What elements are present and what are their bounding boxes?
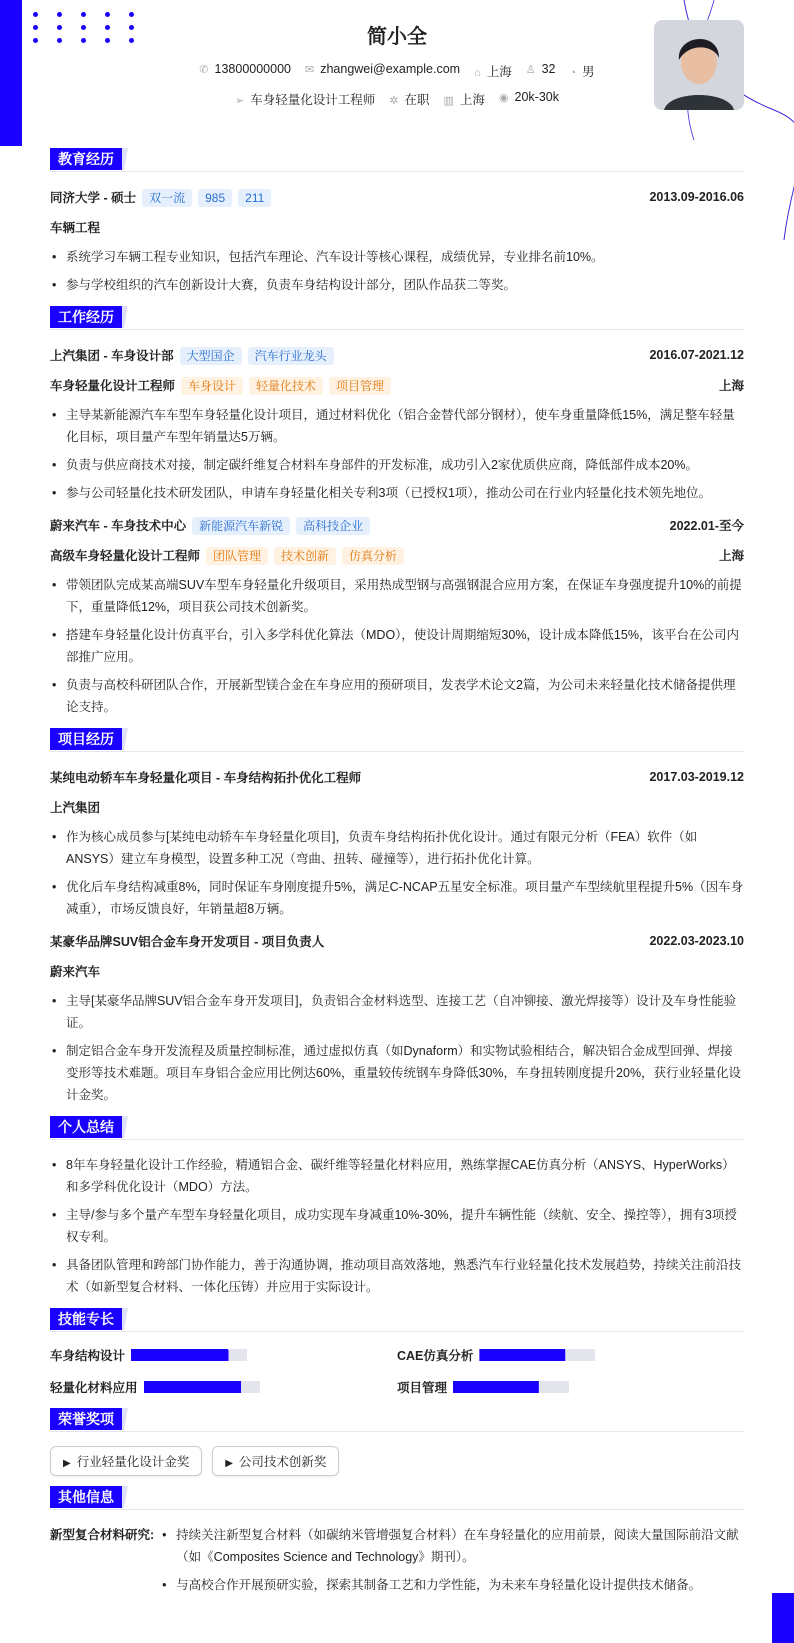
bullet-item: • 搭建车身轻量化设计仿真平台，引入多学科优化算法（MDO），使设计周期缩短30%，设计成本降低15%，该平台在公司内部推广应用。: [50, 624, 744, 668]
tag: 车身设计: [181, 377, 243, 395]
info-text: 20k-30k: [514, 90, 559, 104]
project-name: 某纯电动轿车车身轻量化项目 - 车身结构拓扑优化工程师: [50, 771, 362, 785]
skill-item: [397, 1378, 744, 1396]
bullet-item: • 参与公司轻量化技术研发团队，申请车身轻量化相关专利3项（已授权1项），推动公司在行业内轻量化技术领先地位。: [50, 482, 744, 504]
skill-bar-fill: [479, 1349, 565, 1361]
gender-icon: ◔: [569, 67, 577, 79]
tag: 团队管理: [206, 547, 268, 565]
skill-bar: [453, 1381, 569, 1393]
job-date: 2022.01-至今: [669, 519, 744, 533]
bullet-item: • 参与学校组织的汽车创新设计大赛，负责车身结构设计部分，团队作品获二等奖。: [50, 274, 744, 296]
award-item: [212, 1446, 339, 1476]
status-icon: ✲: [389, 95, 399, 107]
project-name: 某豪华品牌SUV铝合金车身开发项目 - 项目负责人: [50, 935, 325, 949]
bullet-item: • 持续关注新型复合材料（如碳纳米管增强复合材料）在车身轻量化的应用前景，阅读大量国际前沿文献（如《Composites Science and Technology》期刊）。: [160, 1524, 744, 1568]
info-item: [570, 62, 595, 80]
school: 同济大学 - 硕士: [50, 190, 137, 205]
skill-bar-fill: [131, 1349, 228, 1361]
section-other: [50, 1486, 744, 1510]
bullet-item: • 负责与高校科研团队合作，开展新型镁合金在车身应用的预研项目，发表学术论文2篇，为公司未来轻量化技术储备提供理论支持。: [50, 674, 744, 718]
bullet-item: • 主导/参与多个量产车型车身轻量化项目，成功实现车身减重10%-30%，提升车辆性能（续航、安全、操控等），拥有3项授权专利。: [50, 1204, 744, 1248]
role: 车身轻量化设计工程师: [50, 378, 176, 393]
skill-name: 轻量化材料应用: [50, 1381, 138, 1395]
award-item: [50, 1446, 202, 1476]
edu-date: 2013.09-2016.06: [649, 190, 744, 204]
skill-bar: [131, 1349, 247, 1361]
tag: 项目管理: [329, 377, 391, 395]
job-city: 上海: [718, 379, 744, 393]
tag: 汽车行业龙头: [248, 347, 334, 365]
job-role: [50, 544, 744, 566]
skill-bar-fill: [144, 1381, 241, 1393]
tag: 985: [198, 189, 232, 207]
bullet-item: • 优化后车身结构减重8%，同时保证车身刚度提升5%，满足C-NCAP五星安全标准。项目量产车型续航里程提升5%（因车身减重），市场反馈良好，年销量超8万辆。: [50, 876, 744, 920]
info-text: 男: [582, 65, 595, 79]
other-label: 新型复合材料研究:: [50, 1528, 155, 1542]
project-date: 2017.03-2019.12: [649, 770, 744, 784]
skill-item: [397, 1346, 744, 1364]
bullet-item: • 负责与供应商技术对接，制定碳纤维复合材料车身部件的开发标准，成功引入2家优质供应商，降低部件成本20%。: [50, 454, 744, 476]
mail-icon: ✉: [305, 64, 315, 76]
award-name: 公司技术创新奖: [238, 1455, 327, 1469]
section-title: 教育经历: [50, 148, 122, 170]
section-awards: [50, 1408, 744, 1432]
tag: 双一流: [142, 189, 192, 207]
bullet-item: • 主导某新能源汽车车型车身轻量化设计项目，通过材料优化（铝合金替代部分钢材），使车身重量降低15%，满足整车轻量化目标，项目量产车型年销量达5万辆。: [50, 404, 744, 448]
info-item: [526, 62, 556, 80]
contact-row: [0, 62, 794, 80]
job-header: [50, 514, 744, 536]
skill-name: 项目管理: [397, 1381, 448, 1395]
bullet-item: • 8年车身轻量化设计工作经验，精通铝合金、碳纤维等轻量化材料应用，熟练掌握CAE仿真分析（ANSYS、HyperWorks）和多学科优化设计（MDO）方法。: [50, 1154, 744, 1198]
skill-bar: [479, 1349, 595, 1361]
job-date: 2016.07-2021.12: [649, 348, 744, 362]
bullet-item: • 系统学习车辆工程专业知识，包括汽车理论、汽车设计等核心课程，成绩优异，专业排名前10%。: [50, 246, 744, 268]
tag: 211: [238, 189, 271, 207]
decor-right-bar: [772, 1593, 794, 1643]
section-title: 技能专长: [50, 1308, 122, 1330]
info-text: zhangwei@example.com: [320, 62, 461, 76]
org: 上汽集团: [50, 801, 101, 815]
skill-bar: [144, 1381, 260, 1393]
section-summary: [50, 1116, 744, 1140]
skill-bar-fill: [453, 1381, 539, 1393]
phone-icon: ✆: [199, 64, 209, 76]
skill-item: [50, 1378, 397, 1396]
project-date: 2022.03-2023.10: [649, 934, 744, 948]
resume-body: [50, 138, 744, 1612]
role: 高级车身轻量化设计工程师: [50, 548, 201, 563]
info-item: [305, 62, 460, 80]
project-org: [50, 960, 744, 982]
section-title: 项目经历: [50, 728, 122, 750]
tag: 大型国企: [180, 347, 242, 365]
section-title: 荣誉奖项: [50, 1408, 122, 1430]
info-item: [235, 90, 375, 108]
project-header: [50, 766, 744, 788]
home-icon: ⌂: [474, 67, 481, 79]
bullet-item: • 具备团队管理和跨部门协作能力，善于沟通协调，推动项目高效落地，熟悉汽车行业轻量化技术发展趋势，持续关注前沿技术（如新型复合材料、一体化压铸）并应用于实际设计。: [50, 1254, 744, 1298]
skill-item: [50, 1346, 397, 1364]
info-text: 车身轻量化设计工程师: [250, 93, 376, 107]
section-projects: [50, 728, 744, 752]
section-skills: [50, 1308, 744, 1332]
major: 车辆工程: [50, 221, 101, 235]
job-role: [50, 374, 744, 396]
company: 上汽集团 - 车身设计部: [50, 348, 174, 363]
bullet-item: • 带领团队完成某高端SUV车型车身轻量化升级项目，采用热成型钢与高强钢混合应用方案，在保证车身强度提升10%的前提下，重量降低12%，项目获公司技术创新奖。: [50, 574, 744, 618]
building-icon: ▥: [443, 95, 454, 107]
info-text: 上海: [486, 65, 512, 79]
skill-name: CAE仿真分析: [397, 1349, 474, 1363]
section-education: [50, 148, 744, 172]
org: 蔚来汽车: [50, 965, 101, 979]
info-item: [389, 90, 429, 108]
bullet-item: • 主导[某豪华品牌SUV铝合金车身开发项目]，负责铝合金材料选型、连接工艺（自冲铆接、激光焊接等）设计及车身性能验证。: [50, 990, 744, 1034]
info-item: [474, 62, 512, 80]
info-text: 在职: [404, 93, 430, 107]
info-text: 32: [541, 62, 556, 76]
job-city: 上海: [718, 549, 744, 563]
tag: 仿真分析: [342, 547, 404, 565]
section-work: [50, 306, 744, 330]
salary-icon: ◉: [498, 92, 509, 104]
info-text: 上海: [459, 93, 485, 107]
age-icon: ♙: [525, 64, 536, 76]
play-icon: ▶: [63, 1458, 71, 1469]
info-item: [199, 62, 291, 80]
tag: 轻量化技术: [249, 377, 323, 395]
bullet-item: • 作为核心成员参与[某纯电动轿车车身轻量化项目]，负责车身结构拓扑优化设计。通过有限元分析（FEA）软件（如ANSYS）建立车身模型，设置多种工况（弯曲、扭转、碰撞等），进行拓扑优化计算。: [50, 826, 744, 870]
section-title: 工作经历: [50, 306, 122, 328]
tag: 高科技企业: [296, 517, 370, 535]
tag: 新能源汽车新锐: [192, 517, 290, 535]
info-item: [499, 90, 559, 108]
section-title: 个人总结: [50, 1116, 122, 1138]
job-intent-row: [0, 90, 794, 108]
award-name: 行业轻量化设计金奖: [76, 1455, 190, 1469]
project-org: [50, 796, 744, 818]
job-header: [50, 344, 744, 366]
info-item: [443, 90, 484, 108]
send-icon: ➢: [235, 95, 245, 107]
skill-name: 车身结构设计: [50, 1349, 126, 1363]
bullet-item: • 制定铝合金车身开发流程及质量控制标准，通过虚拟仿真（如Dynaform）和实物试验相结合，解决铝合金成型回弹、焊接变形等技术难题。项目车身铝合金应用比例达60%，重量较传统钢车身降低30%，车身扭转刚度提升20%，获行业轻量化设计金奖。: [50, 1040, 744, 1106]
tag: 技术创新: [274, 547, 336, 565]
info-text: 13800000000: [214, 62, 291, 76]
candidate-name: 简小全: [367, 26, 427, 48]
section-title: 其他信息: [50, 1486, 122, 1508]
project-header: [50, 930, 744, 952]
company: 蔚来汽车 - 车身技术中心: [50, 518, 187, 533]
play-icon: ▶: [225, 1458, 233, 1469]
bullet-item: • 与高校合作开展预研实验，探索其制备工艺和力学性能，为未来车身轻量化设计提供技术储备。: [160, 1574, 744, 1596]
